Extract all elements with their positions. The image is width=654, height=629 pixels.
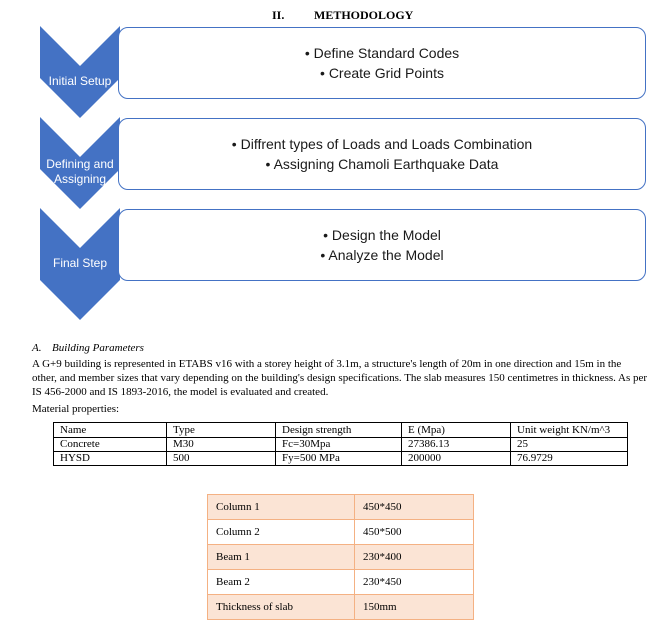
step-bullet: • Design the Model (323, 227, 441, 243)
table-header-cell: Type (167, 423, 276, 438)
step-label: Defining and Assigning (46, 157, 114, 186)
table-cell: Concrete (54, 438, 167, 452)
step-label: Initial Setup (48, 74, 112, 88)
table-row (208, 495, 474, 520)
table-cell: 450*500 (355, 520, 474, 545)
subsection-heading: A. Building Parameters (32, 342, 144, 354)
table-cell: 200000 (402, 452, 511, 466)
table-cell: Fc=30Mpa (276, 438, 402, 452)
material-properties-label: Material properties: (32, 403, 120, 415)
table-header-cell: E (Mpa) (402, 423, 511, 438)
step-chevron-3 (40, 208, 120, 320)
step-bullet: • Create Grid Points (320, 65, 444, 81)
table-cell: 76.9729 (511, 452, 628, 466)
step-chevron-1 (40, 26, 120, 118)
step-box-2 (118, 118, 646, 190)
table-cell: M30 (167, 438, 276, 452)
table-cell: 27386.13 (402, 438, 511, 452)
step-chevron-2 (40, 117, 120, 209)
body-paragraph: A G+9 building is represented in ETABS v16 with a storey height of 3.1m, a structure's length of 20m in one direction and 15m in the other, and member sizes that vary depending on the building's design specifications. The slab measures 150 centimetres in thickness. As per IS 456-2000 and IS 1893-2016, the model is evaluated and created. (32, 358, 648, 398)
table-header-cell: Unit weight KN/m^3 (511, 423, 628, 438)
table-cell: 230*450 (355, 570, 474, 595)
table-row (54, 452, 628, 466)
table-header-row (54, 423, 628, 438)
table-cell: HYSD (54, 452, 167, 466)
table-row (208, 570, 474, 595)
table-cell: 450*450 (355, 495, 474, 520)
chevron-arrow-shape (40, 26, 120, 118)
table-cell: Column 2 (208, 520, 355, 545)
table-row (208, 520, 474, 545)
step-box-3 (118, 209, 646, 281)
section-heading (0, 8, 654, 24)
table-cell: 500 (167, 452, 276, 466)
step-box-1 (118, 27, 646, 99)
table-cell: Fy=500 MPa (276, 452, 402, 466)
section-number: II. (272, 8, 285, 22)
table-cell: 150mm (355, 595, 474, 620)
step-bullet: • Assigning Chamoli Earthquake Data (265, 156, 499, 172)
table-header-cell: Design strength (276, 423, 402, 438)
table-cell: Thickness of slab (208, 595, 355, 620)
table-cell: Beam 2 (208, 570, 355, 595)
member-size-table (207, 494, 474, 620)
step-bullet: • Diffrent types of Loads and Loads Combination (231, 136, 533, 152)
section-title: METHODOLOGY (314, 8, 414, 22)
material-properties-table (53, 422, 628, 466)
table-cell: 230*400 (355, 545, 474, 570)
step-label: Final Step (52, 256, 108, 270)
table-cell: Beam 1 (208, 545, 355, 570)
table-header-cell: Name (54, 423, 167, 438)
step-bullet: • Analyze the Model (320, 247, 444, 263)
table-row (208, 545, 474, 570)
table-cell: 25 (511, 438, 628, 452)
table-row (208, 595, 474, 620)
table-row (54, 438, 628, 452)
table-cell: Column 1 (208, 495, 355, 520)
step-bullet: • Define Standard Codes (304, 45, 460, 61)
